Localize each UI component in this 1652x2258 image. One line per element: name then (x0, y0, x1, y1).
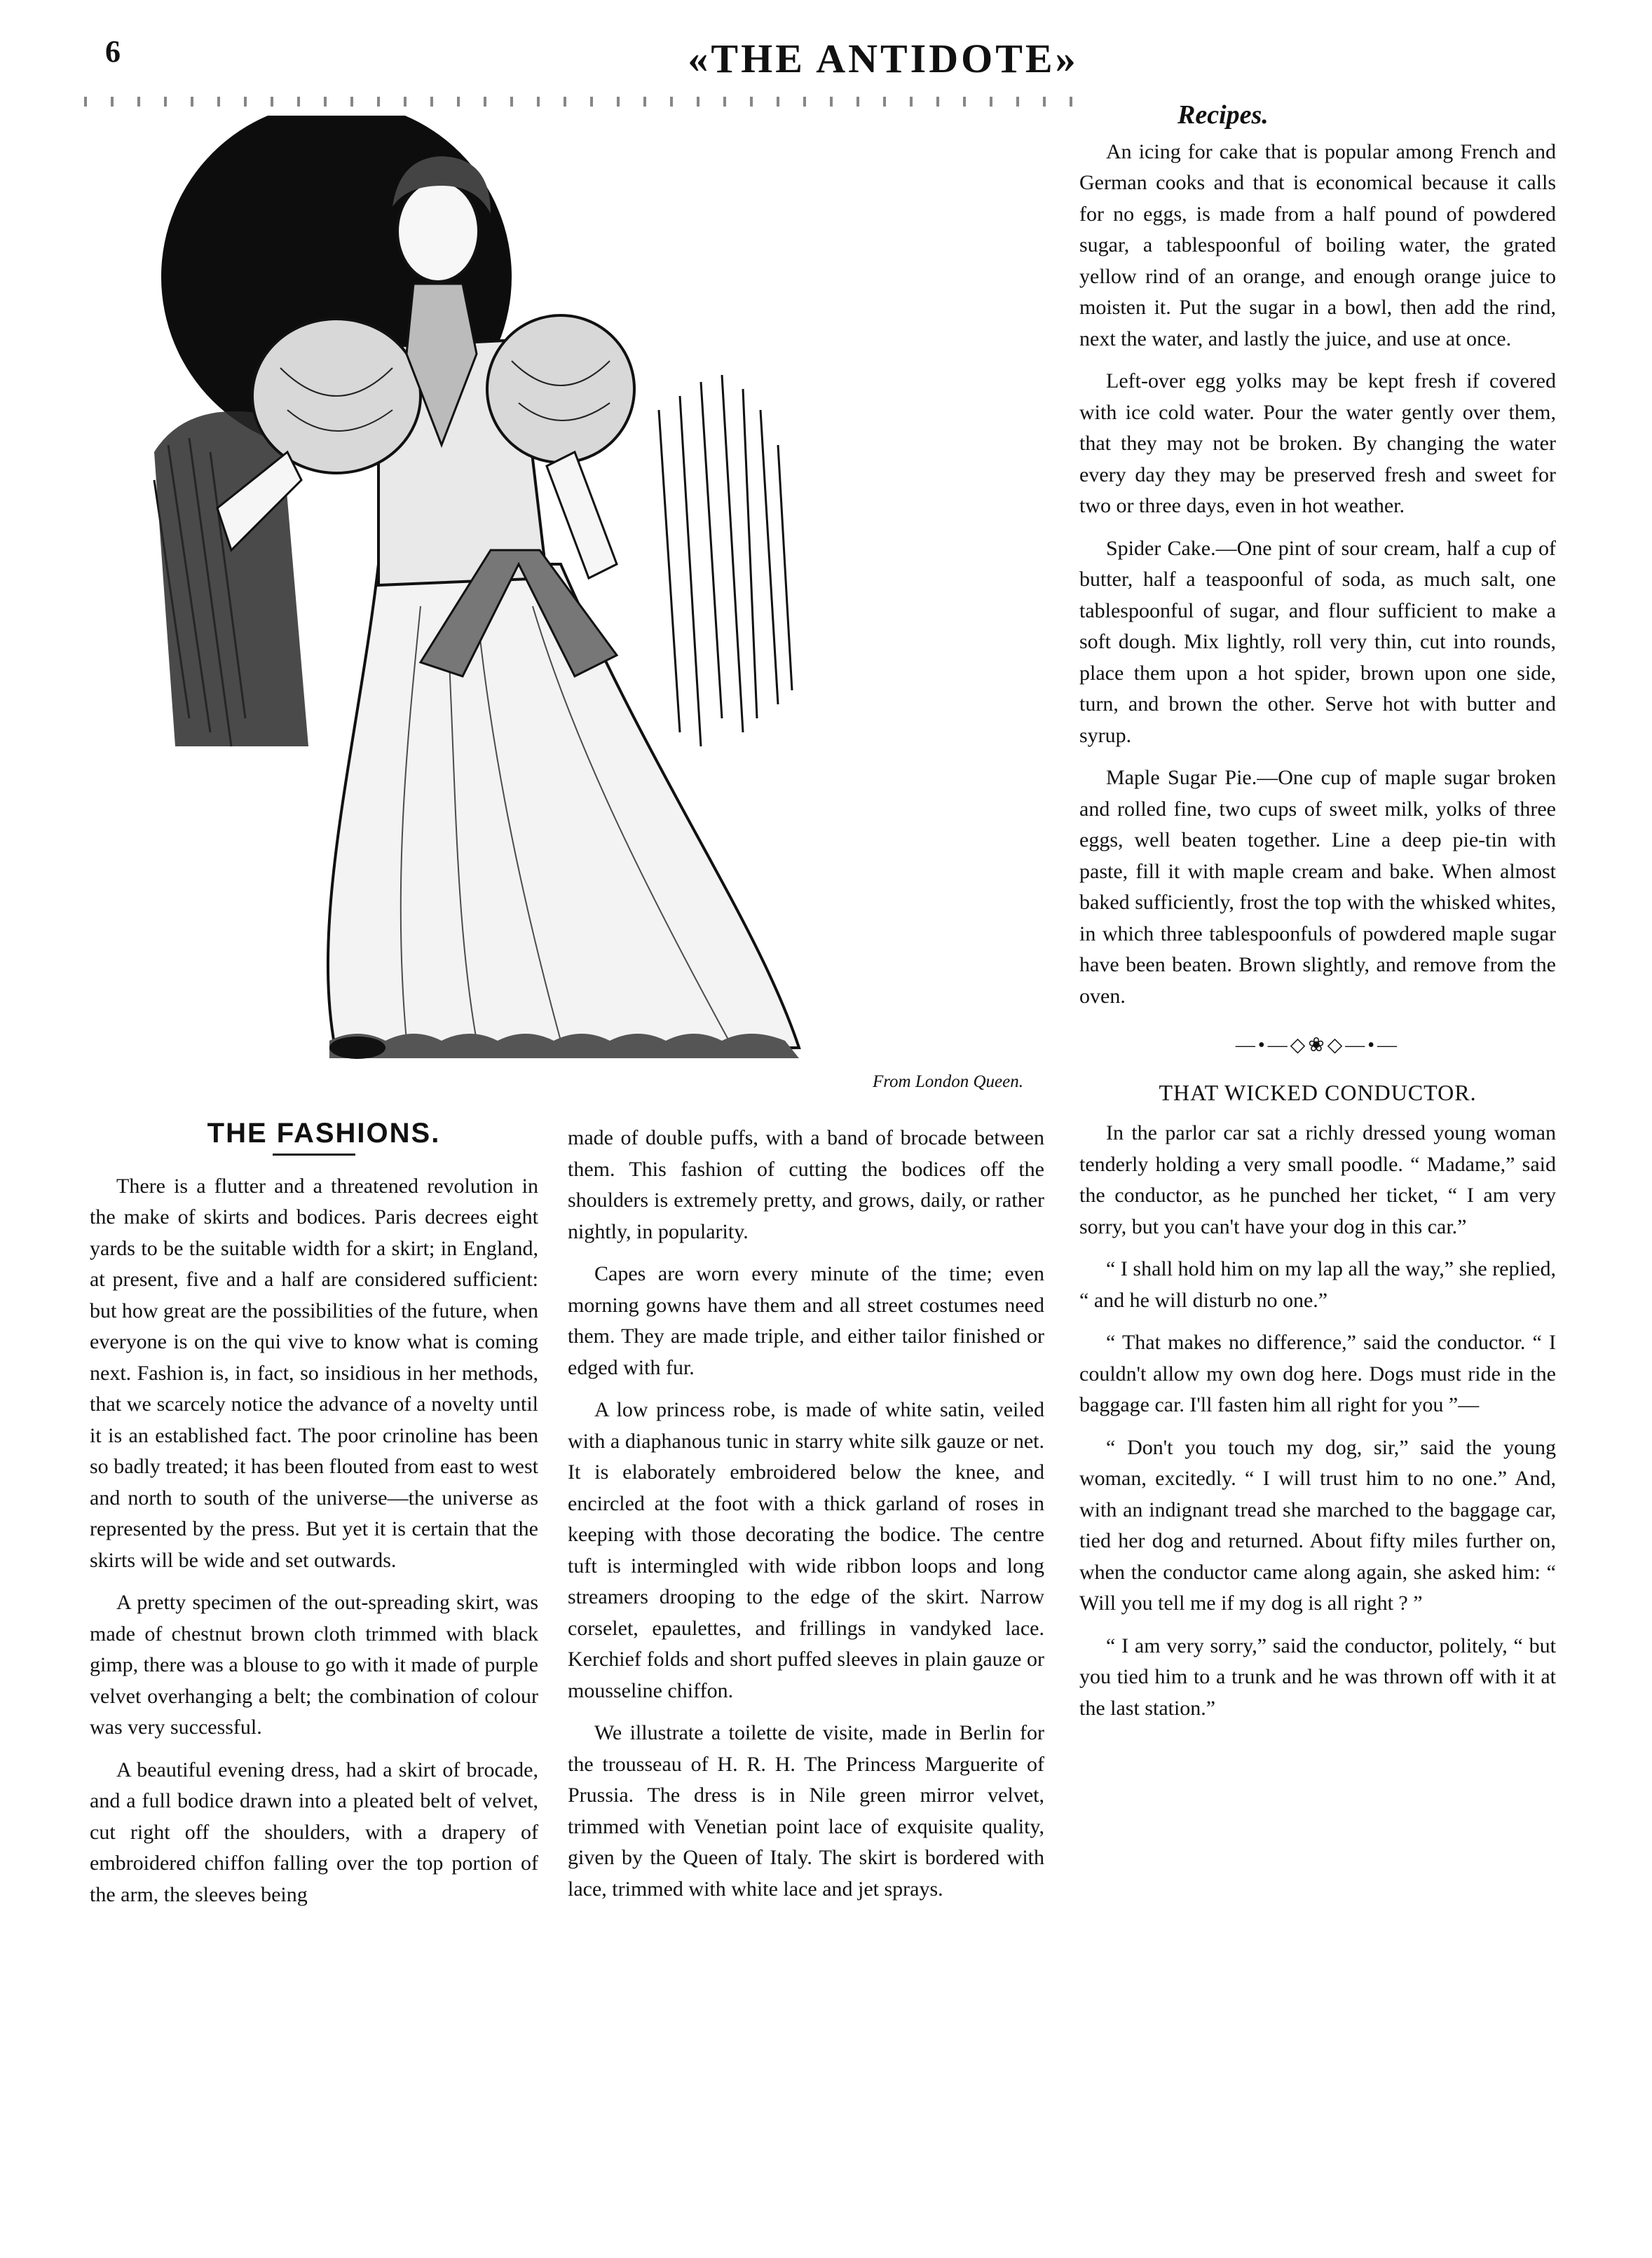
recipe-paragraph: Maple Sugar Pie.—One cup of maple sugar broken and rolled fine, two cups of sweet milk, yolks of three eggs, well beaten together. Line a deep pie-tin with paste, fill it with maple cream and bake. When almost baked sufficiently, frost the top with the whisked whites, in which three tablespoonfuls of powdered maple sugar have been beaten. Brown slightly, and remove from the oven. (1079, 766, 1556, 1008)
fashions-paragraph: A low princess robe, is made of white satin, veiled with a diaphanous tunic in starry white silk gauze or net. It is elaborately embroidered below the knee, and encircled at the foot with a thick garland of roses in keeping with those decorating the bodice. The centre tuft is intermingled with wide ribbon loops and long streamers drooping to the edge of the skirt. Narrow corselet, epaulettes, and frillings in vandyked lace. Kerchief folds and short puffed sleeves in plain gauze or mousseline chiffon. (568, 1398, 1044, 1702)
conductor-paragraph: “ I shall hold him on my lap all the way,” she replied, “ and he will disturb no one.” (1079, 1257, 1556, 1312)
section-ornament: —•—◇❀◇—•— (1235, 1034, 1400, 1056)
right-sleeve (487, 315, 634, 463)
fashions-paragraph: There is a flutter and a threatened revolution in the make of skirts and bodices. Paris decrees eight yards to be the suitable width for a skirt; in England, at present, five and a half are considered sufficient: but how great are the possibilities of the future, when everyone is on the qui vive to know what is coming next. Fashion is, in fact, so insidious in her methods, that we scarcely notice the advance of a novelty until it is an established fact. The poor crinoline has been so badly treated; it has been flouted from east to west and north to south of the universe—the universe as represented by the press. But yet it is certain that the skirts will be wide and set outwards. (90, 1174, 538, 1572)
recipe-paragraph: An icing for cake that is popular among French and German cooks and that is economical because it calls for no eggs, is made from a half pound of powdered sugar, a tablespoonful of boiling water, the grated yellow rind of an orange, and enough orange juice to moisten it. Put the sugar in a bowl, then add the rind, next the water, and lastly the juice, and use at once. (1079, 139, 1556, 350)
fashions-heading: THE FASHIONS. (207, 1118, 441, 1149)
head (397, 181, 479, 282)
conductor-paragraph: “ That makes no difference,” said the conductor. “ I couldn't allow my own dog here. Dogs must ride in the baggage car. I'll fasten him all right for you ”— (1079, 1331, 1556, 1416)
conductor-heading: THAT WICKED CONDUCTOR. (1159, 1079, 1477, 1105)
conductor-paragraph: “ Don't you touch my dog, sir,” said the young woman, excitedly. “ I will trust him to no one.” And, with an indignant tread she marched to the baggage car, tied her dog and returned. About fifty miles further on, when the conductor came along again, she asked him: “ Will you tell me if my dog is all right ? ” (1079, 1435, 1556, 1615)
page-number: 6 (105, 34, 121, 69)
masthead-title: «THE ANTIDOTE» (688, 36, 1079, 81)
recipes-heading: Recipes. (1177, 100, 1269, 130)
fashions-paragraph: Capes are worn every minute of the time; even morning gowns have them and all street costumes need them. They are made triple, and either tailor finished or edged with fur. (568, 1262, 1044, 1379)
recipe-paragraph: Left-over egg yolks may be kept fresh if covered with ice cold water. Pour the water gently over them, that they may not be broken. By changing the water every day they may be preserved fresh and sweet for two or three days, even in hot weather. (1079, 369, 1556, 517)
fashions-paragraph: A pretty specimen of the out-spreading skirt, was made of chestnut brown cloth trimmed with black gimp, there was a blouse to go with it made of purple velvet overhanging a belt; the combination of colour was very successful. (90, 1591, 538, 1739)
right-arm (547, 452, 617, 578)
fashions-column-middle (568, 1123, 1044, 1916)
print-speckle-band (84, 97, 1079, 107)
conductor-paragraph: “ I am very sorry,” said the conductor, politely, “ but you tied him to a trunk and he was thrown off with it at the last station.” (1079, 1634, 1556, 1720)
recipes-column (1079, 98, 1556, 1735)
illustration-credit: From London Queen. (872, 1072, 1023, 1091)
fashions-column-left (90, 1118, 538, 1922)
fashion-illustration (126, 116, 1016, 1069)
shoe (329, 1036, 385, 1059)
heading-rule (273, 1154, 355, 1156)
conductor-paragraph: In the parlor car sat a richly dressed young woman tenderly holding a very small poodle. “ Madame,” said the conductor, as he punched her ticket, “ I am very sorry, but you can't have your dog in this car.” (1079, 1121, 1556, 1238)
recipe-paragraph: Spider Cake.—One pint of sour cream, half a cup of butter, half a teaspoonful of soda, as much salt, one tablespoonful of sugar, and flour sufficient to make a soft dough. Mix lightly, roll very thin, cut into rounds, place them upon a hot spider, brown upon one side, turn, and brown the other. Serve hot with butter and syrup. (1079, 536, 1556, 747)
fashions-paragraph: made of double puffs, with a band of brocade between them. This fashion of cutting the bodices off the shoulders is extremely pretty, and grows, daily, or rather nightly, in popularity. (568, 1126, 1044, 1243)
fashions-paragraph: We illustrate a toilette de visite, made in Berlin for the trousseau of H. R. H. The Princess Marguerite of Prussia. The dress is in Nile green mirror velvet, trimmed with Venetian point lace of exquisite quality, given by the Queen of Italy. The skirt is bordered with lace, trimmed with white lace and jet sprays. (568, 1721, 1044, 1901)
fashions-paragraph: A beautiful evening dress, had a skirt of brocade, and a full bodice drawn into a pleated belt of velvet, cut right off the shoulders, with a drapery of embroidered chiffon falling over the top portion of the arm, the sleeves being (90, 1758, 538, 1906)
